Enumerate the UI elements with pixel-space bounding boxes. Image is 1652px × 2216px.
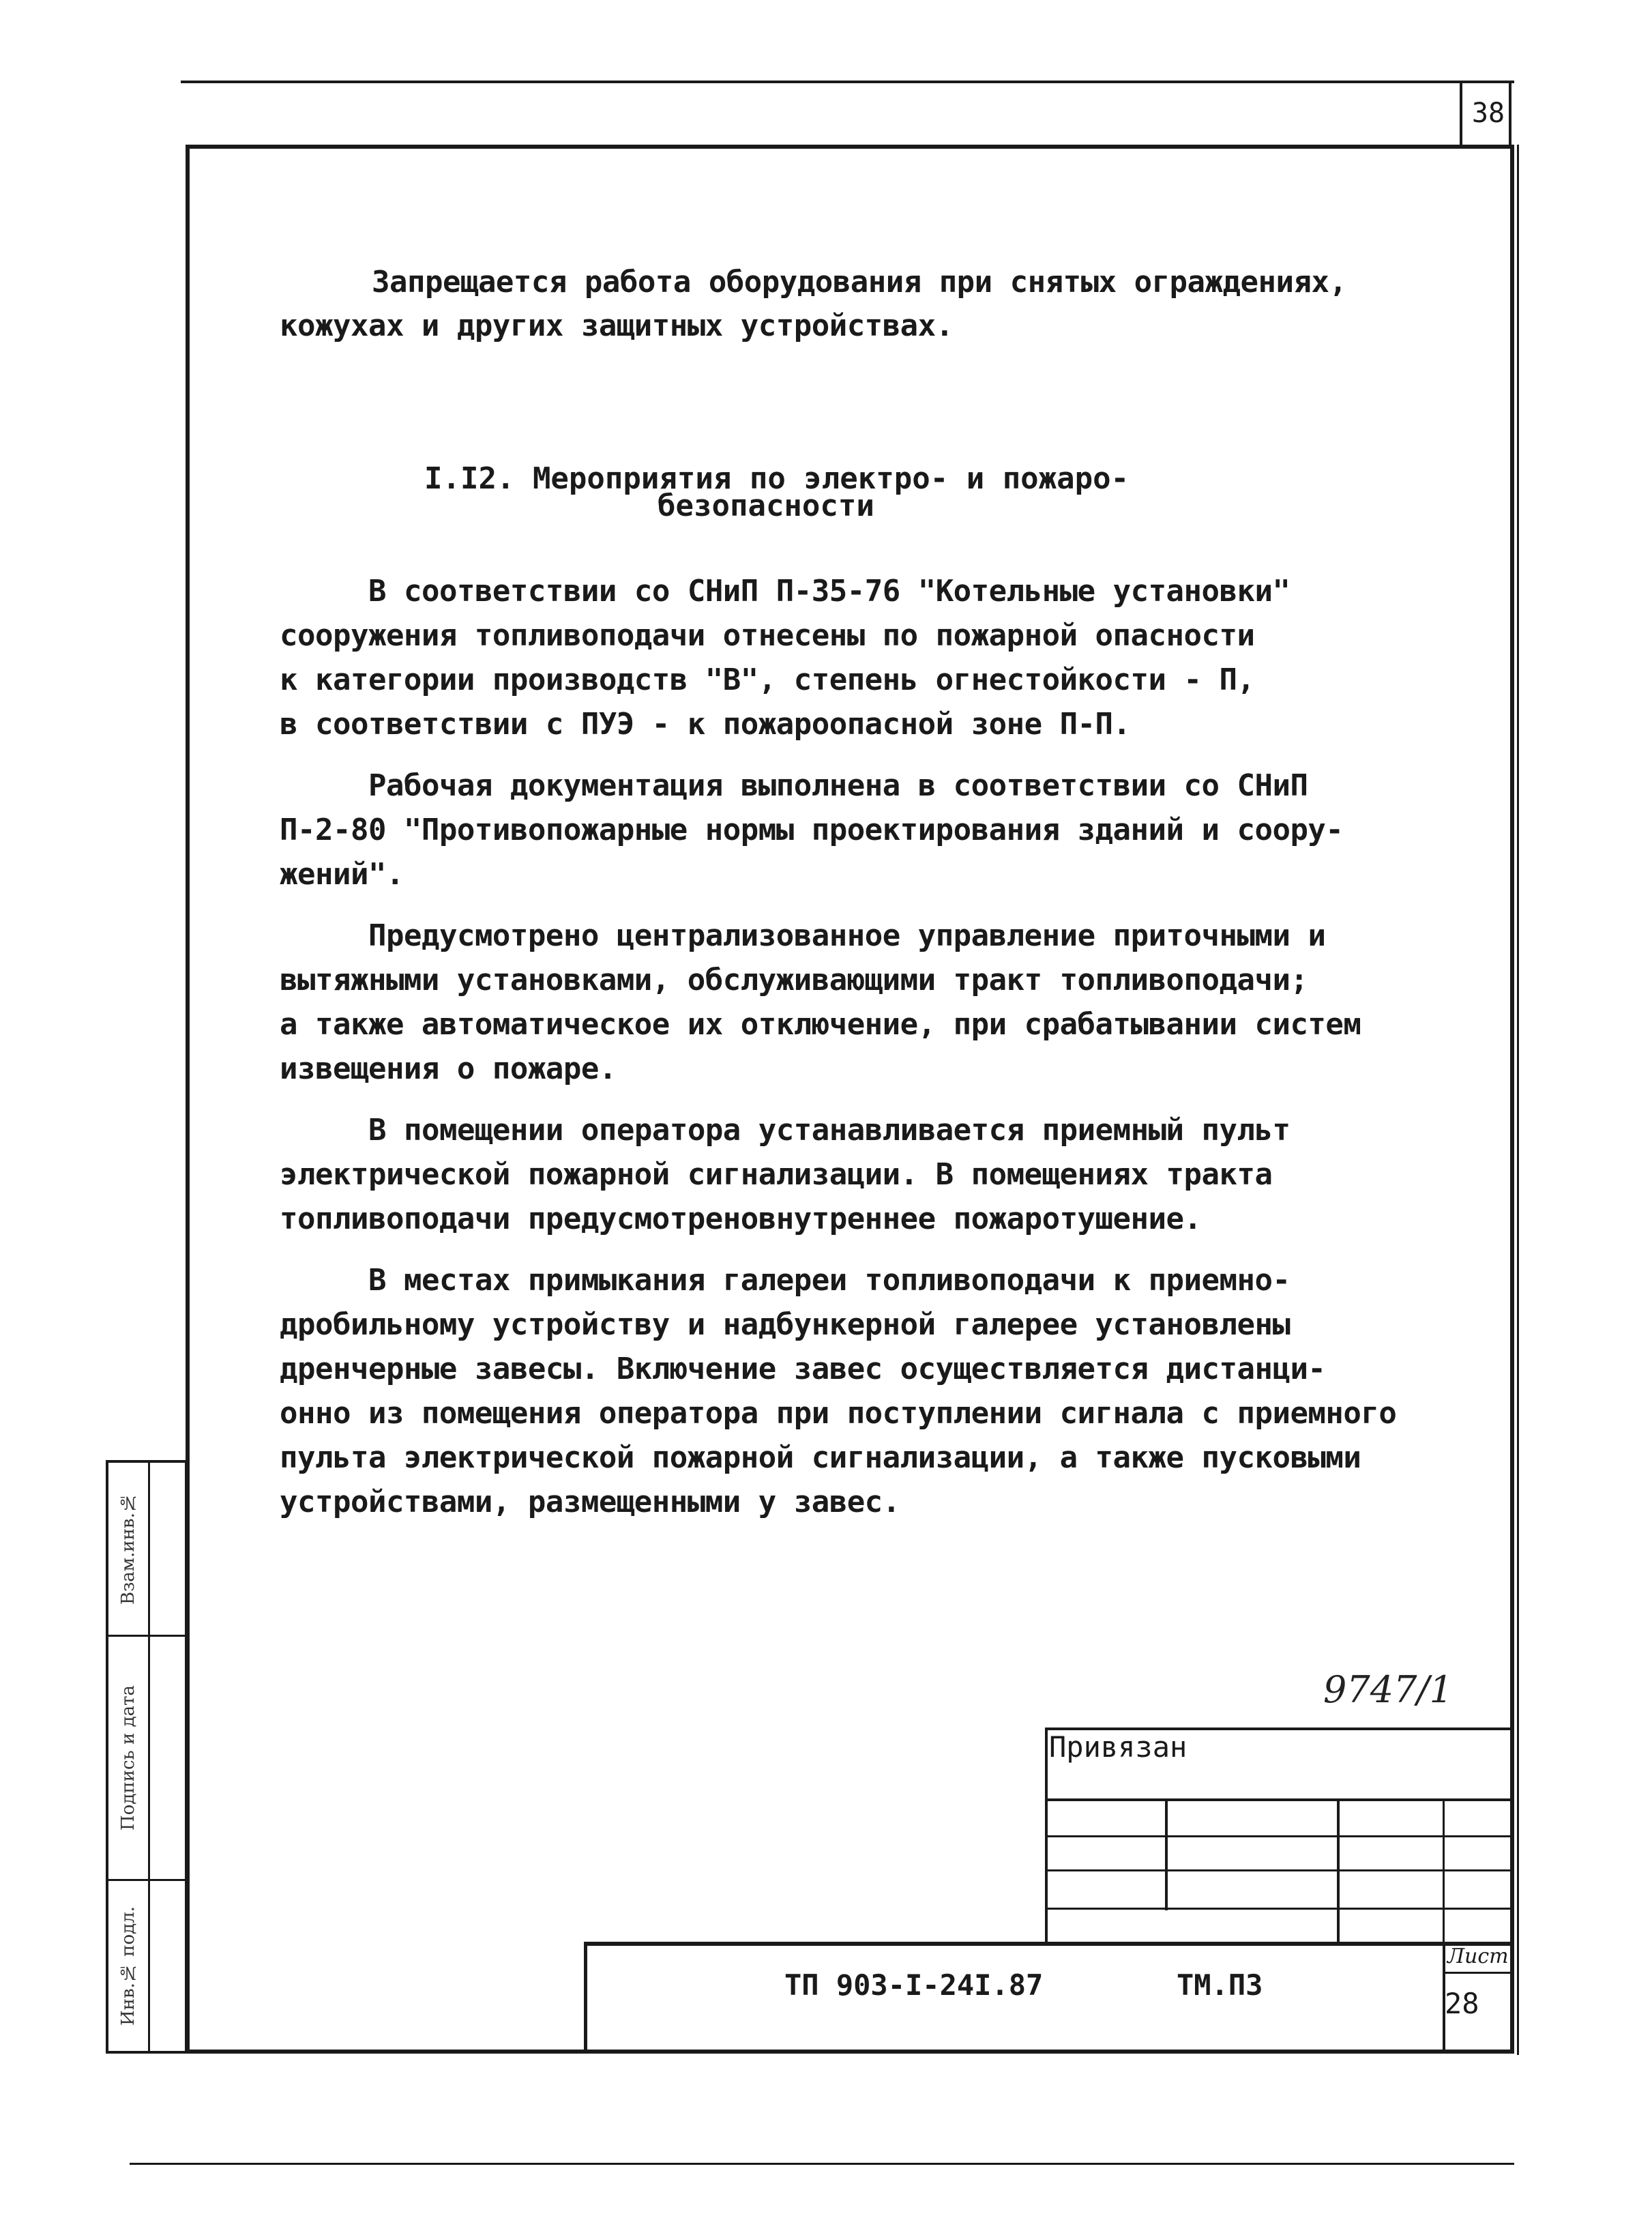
p1-line-3: к категории производств "В", степень огнестойкости - П, xyxy=(280,662,1255,697)
p5-line-6: устройствами, размещенными у завес. xyxy=(280,1485,900,1519)
p3-line-1: Предусмотрено централизованное управление приточными и xyxy=(368,918,1326,953)
title-block xyxy=(584,1942,1514,2054)
document-code: ТП 903-I-24I.87 xyxy=(784,1968,1044,2002)
binding-label: Привязан xyxy=(1049,1730,1188,1764)
bottom-rule xyxy=(130,2163,1514,2165)
binding-grid-h4 xyxy=(1045,1908,1511,1910)
p1-line-1: В соответствии со СНиП П-35-76 "Котельные установки" xyxy=(368,574,1290,609)
binding-grid-h3 xyxy=(1045,1869,1511,1871)
binding-grid-h2 xyxy=(1045,1835,1511,1837)
p5-line-4: онно из помещения оператора при поступлении сигнала с приемного xyxy=(280,1396,1397,1431)
top-rule xyxy=(181,81,1514,83)
margin-stamp xyxy=(106,1460,188,2054)
binding-grid-v2 xyxy=(1337,1798,1340,1944)
margin-field-signature-date: Подпись и дата xyxy=(118,1685,138,1831)
p1-line-2: сооружения топливоподачи отнесены по пожарной опасности xyxy=(280,618,1255,653)
page-number-right-border xyxy=(1509,81,1511,145)
p3-line-2: вытяжными установками, обслуживающими тракт топливоподачи; xyxy=(280,963,1308,997)
sheet-number: 28 xyxy=(1445,1987,1479,2020)
p4-line-2: электрической пожарной сигнализации. В помещениях тракта xyxy=(280,1157,1273,1192)
page-number: 38 xyxy=(1460,82,1514,147)
title-block-sheet-hline xyxy=(1443,1972,1514,1974)
p3-line-3: а также автоматическое их отключение, при срабатывании систем xyxy=(280,1007,1361,1042)
p2-line-1: Рабочая документация выполнена в соответствии со СНиП xyxy=(368,768,1308,803)
section-heading-line-2: безопасности xyxy=(658,489,874,523)
binding-grid-h1 xyxy=(1045,1798,1511,1801)
p1-line-4: в соответствии с ПУЭ - к пожароопасной зоне П-П. xyxy=(280,707,1131,742)
document-mark: ТМ.ПЗ xyxy=(1177,1968,1263,2002)
p5-line-1: В местах примыкания галереи топливоподачи к приемно- xyxy=(368,1263,1290,1298)
sheet-label: Лист xyxy=(1447,1944,1509,1968)
p4-line-1: В помещении оператора устанавливается приемный пульт xyxy=(368,1113,1290,1148)
margin-field-original-inv: Инв.№ подл. xyxy=(118,1906,138,2026)
margin-field-replaced-inv: Взам.инв.№ xyxy=(118,1492,138,1605)
binding-grid-v1 xyxy=(1165,1798,1168,1910)
p5-line-2: дробильному устройству и надбункерной галерее установлены xyxy=(280,1307,1290,1342)
p5-line-3: дренчерные завесы. Включение завес осуществляется дистанци- xyxy=(280,1352,1326,1386)
p3-line-4: извещения о пожаре. xyxy=(280,1051,617,1086)
p2-line-2: П-2-80 "Противопожарные нормы проектирования зданий и соору- xyxy=(280,813,1344,847)
p5-line-5: пульта электрической пожарной сигнализации, а также пусковыми xyxy=(280,1440,1361,1475)
handwritten-number: 9747/1 xyxy=(1323,1668,1453,1711)
p4-line-3: топливоподачи предусмотреновнутреннее пожаротушение. xyxy=(280,1201,1202,1236)
p2-line-3: жений". xyxy=(280,857,404,892)
intro-line-1: Запрещается работа оборудования при снятых ограждениях, xyxy=(372,265,1347,300)
frame-right-border-inner xyxy=(1517,145,1519,2055)
intro-line-2: кожухах и других защитных устройствах. xyxy=(280,308,954,343)
binding-grid-v3 xyxy=(1443,1798,1445,1944)
section-heading-line-1: I.I2. Мероприятия по электро- и пожаро- xyxy=(424,461,1130,496)
